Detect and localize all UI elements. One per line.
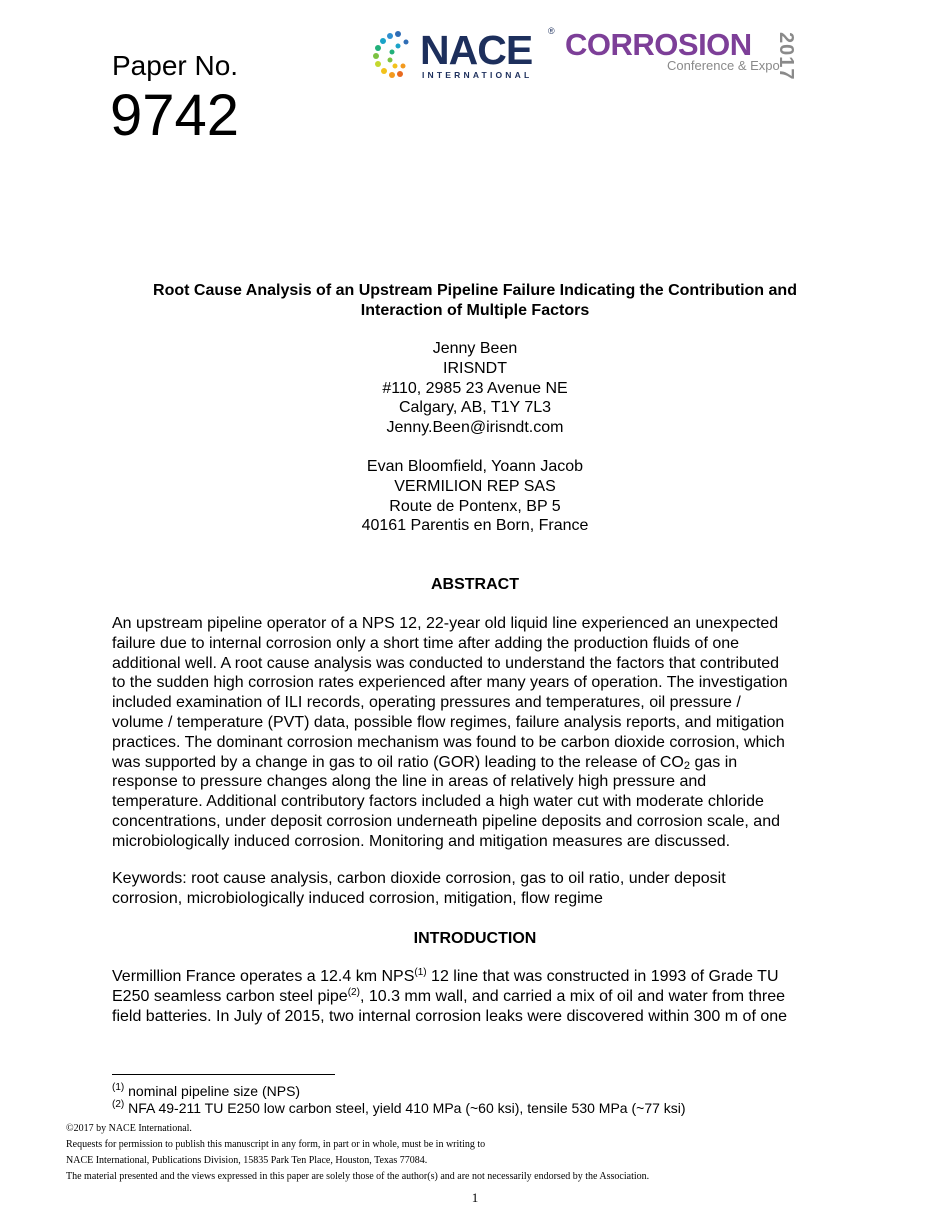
page-number: 1 bbox=[471, 1190, 479, 1205]
keywords-line: Keywords: root cause analysis, carbon dioxide corrosion, gas to oil ratio, under deposit bbox=[112, 870, 726, 887]
abstract-line: volume / temperature (PVT) data, possible flow regimes, failure analysis reports, and mitigation bbox=[112, 713, 785, 731]
author-address: Route de Pontenx, BP 5 bbox=[389, 497, 561, 515]
footnote-2 bbox=[112, 1100, 686, 1117]
author-names: Evan Bloomfield, Yoann Jacob bbox=[366, 458, 584, 475]
author-email: Jenny.Been@irisndt.com bbox=[386, 419, 564, 437]
copyright-notice bbox=[66, 1121, 649, 1185]
intro-text: 12 line that was constructed in 1993 of Grade TU bbox=[426, 968, 779, 985]
author-affiliation: IRISNDT bbox=[443, 359, 507, 377]
author-affiliation: VERMILION REP SAS bbox=[394, 477, 556, 495]
intro-line bbox=[112, 967, 852, 987]
abstract-line: to the sudden high corrosion rates experienced after many years of operation. The investigation bbox=[112, 674, 788, 692]
introduction-heading: INTRODUCTION bbox=[413, 930, 537, 947]
footnote-text: nominal pipeline size (NPS) bbox=[124, 1083, 301, 1099]
registered-mark: ® bbox=[548, 26, 555, 36]
author-block-1 bbox=[100, 339, 850, 438]
corrosion-conference-logo bbox=[565, 28, 830, 88]
abstract-line: response to pressure changes along the line in areas of relatively high pressure and bbox=[112, 773, 707, 791]
author-block-2 bbox=[100, 457, 850, 536]
footnote-1 bbox=[112, 1083, 300, 1100]
footnote-mark: (1) bbox=[112, 1082, 125, 1093]
nace-international-text: INTERNATIONAL bbox=[422, 70, 533, 80]
footnote-divider bbox=[112, 1074, 335, 1075]
author-name: Jenny Been bbox=[432, 340, 518, 357]
abstract-text: was supported by a change in gas to oil ratio (GOR) leading to the release of CO bbox=[112, 753, 684, 771]
legal-line: Requests for permission to publish this manuscript in any form, in part or in whole, must be in writing to bbox=[66, 1139, 486, 1150]
footnote-ref-2[interactable]: (2) bbox=[347, 986, 360, 998]
footnote-text: NFA 49-211 TU E250 low carbon steel, yield 410 MPa (~60 ksi), tensile 530 MPa (~77 ksi) bbox=[124, 1100, 686, 1116]
intro-line: field batteries. In July of 2015, two internal corrosion leaks were discovered within 300 m of one bbox=[112, 1007, 788, 1025]
legal-line: ©2017 by NACE International. bbox=[66, 1123, 192, 1134]
author-address: #110, 2985 23 Avenue NE bbox=[382, 379, 568, 397]
introduction-paragraph bbox=[112, 967, 852, 1026]
intro-line bbox=[112, 987, 852, 1007]
legal-line: The material presented and the views expressed in this paper are solely those of the author(s) and are not necessarily endorsed by the Association. bbox=[66, 1171, 650, 1182]
footnote-ref-1[interactable]: (1) bbox=[414, 967, 427, 978]
intro-text: E250 seamless carbon steel pipe bbox=[112, 987, 348, 1005]
abstract-line: temperature. Additional contributory factors included a high water cut with moderate chloride bbox=[112, 793, 764, 811]
nace-swirl-icon bbox=[368, 26, 420, 82]
title-line: Interaction of Multiple Factors bbox=[360, 302, 590, 319]
conference-expo-text: Conference & Expo bbox=[667, 58, 780, 73]
abstract-line-co2 bbox=[112, 753, 852, 773]
abstract-line: additional well. A root cause analysis was conducted to understand the factors that contributed bbox=[112, 654, 780, 672]
abstract-line: concentrations, under deposit corrosion underneath pipeline deposits and corrosion scale, and bbox=[112, 812, 780, 830]
intro-text: , 10.3 mm wall, and carried a mix of oil and water from three bbox=[359, 987, 785, 1005]
intro-text: Vermillion France operates a 12.4 km NPS bbox=[112, 968, 415, 985]
legal-line: NACE International, Publications Division, 15835 Park Ten Place, Houston, Texas 77084. bbox=[66, 1155, 428, 1166]
abstract-line: An upstream pipeline operator of a NPS 12, 22-year old liquid line experienced an unexpected bbox=[112, 615, 779, 632]
paper-number: 9742 bbox=[110, 83, 240, 148]
abstract-line: failure due to internal corrosion only a short time after adding the production fluids of one bbox=[112, 634, 740, 652]
conference-year: 2017 bbox=[775, 32, 797, 81]
author-city: 40161 Parentis en Born, France bbox=[361, 517, 589, 535]
author-city: Calgary, AB, T1Y 7L3 bbox=[398, 399, 552, 417]
abstract-line: practices. The dominant corrosion mechanism was found to be carbon dioxide corrosion, which bbox=[112, 733, 785, 751]
co2-subscript: 2 bbox=[683, 759, 690, 772]
abstract-paragraph bbox=[112, 614, 852, 852]
footnote-mark: (2) bbox=[112, 1099, 125, 1110]
abstract-text: gas in bbox=[690, 753, 738, 771]
title-line: Root Cause Analysis of an Upstream Pipeline Failure Indicating the Contribution and bbox=[153, 282, 797, 299]
nace-logo bbox=[368, 26, 568, 86]
abstract-line: included examination of ILI records, operating pressures and temperatures, oil pressure / bbox=[112, 694, 741, 712]
nace-wordmark: NACE bbox=[420, 27, 533, 73]
keywords-line: corrosion, microbiologically induced corrosion, mitigation, flow regime bbox=[112, 889, 603, 907]
abstract-heading: ABSTRACT bbox=[431, 576, 519, 593]
corrosion-wordmark: CORROSION bbox=[565, 27, 752, 62]
keywords-paragraph bbox=[112, 869, 852, 909]
abstract-line: microbiologically induced corrosion. Monitoring and mitigation measures are discussed. bbox=[112, 832, 731, 850]
paper-number-label: Paper No. bbox=[112, 50, 239, 81]
paper-title bbox=[100, 281, 850, 321]
